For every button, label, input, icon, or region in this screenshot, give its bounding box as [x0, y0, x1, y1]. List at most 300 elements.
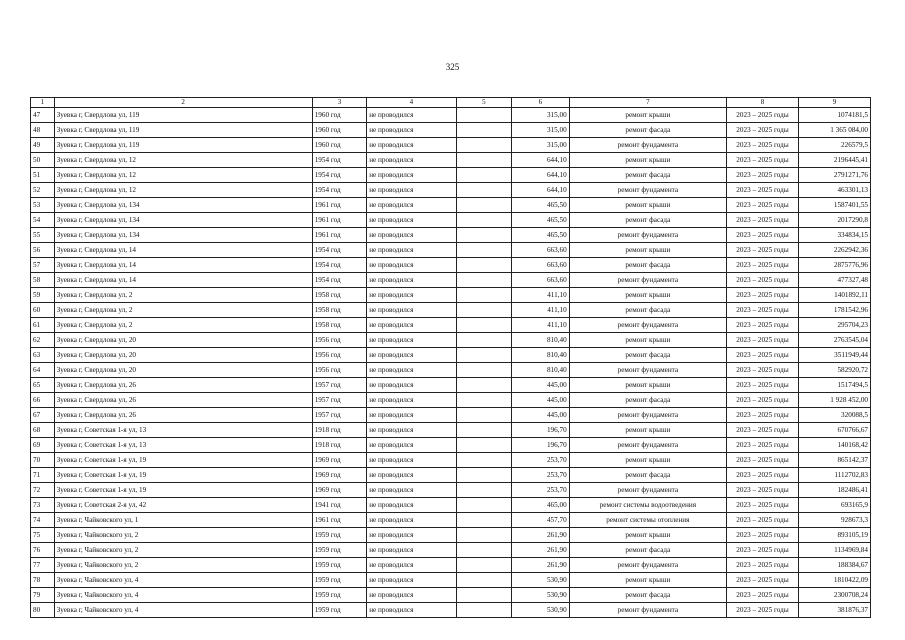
row-number-cell: 79 — [31, 588, 55, 603]
area-cell: 445,00 — [512, 408, 570, 423]
empty-cell — [456, 258, 512, 273]
empty-cell — [456, 288, 512, 303]
last-repair-cell: не проводился — [367, 528, 456, 543]
column-number-row — [31, 98, 871, 108]
area-cell: 465,50 — [512, 198, 570, 213]
year-built-cell: 1961 год — [312, 213, 366, 228]
column-header: 5 — [456, 98, 512, 108]
last-repair-cell: не проводился — [367, 228, 456, 243]
empty-cell — [456, 468, 512, 483]
area-cell: 411,10 — [512, 288, 570, 303]
period-cell: 2023 – 2025 годы — [727, 288, 799, 303]
last-repair-cell: не проводился — [367, 123, 456, 138]
empty-cell — [456, 183, 512, 198]
cost-cell: 2262942,36 — [798, 243, 870, 258]
last-repair-cell: не проводился — [367, 393, 456, 408]
table-row — [31, 528, 871, 543]
table-row — [31, 453, 871, 468]
last-repair-cell: не проводился — [367, 543, 456, 558]
work-type-cell: ремонт крыши — [569, 243, 726, 258]
area-cell: 644,10 — [512, 153, 570, 168]
table-row — [31, 348, 871, 363]
year-built-cell: 1918 год — [312, 438, 366, 453]
address-cell: Зуевка г, Советская 2-я ул, 42 — [54, 498, 312, 513]
table-row — [31, 138, 871, 153]
cost-cell: 334834,15 — [798, 228, 870, 243]
row-number-cell: 71 — [31, 468, 55, 483]
year-built-cell: 1960 год — [312, 123, 366, 138]
year-built-cell: 1954 год — [312, 153, 366, 168]
period-cell: 2023 – 2025 годы — [727, 483, 799, 498]
period-cell: 2023 – 2025 годы — [727, 183, 799, 198]
row-number-cell: 80 — [31, 603, 55, 618]
cost-cell: 2017290,8 — [798, 213, 870, 228]
address-cell: Зуевка г, Советская 1-я ул, 19 — [54, 468, 312, 483]
area-cell: 663,60 — [512, 258, 570, 273]
period-cell: 2023 – 2025 годы — [727, 453, 799, 468]
work-type-cell: ремонт крыши — [569, 453, 726, 468]
work-type-cell: ремонт фундамента — [569, 273, 726, 288]
row-number-cell: 72 — [31, 483, 55, 498]
cost-cell: 670766,67 — [798, 423, 870, 438]
year-built-cell: 1956 год — [312, 363, 366, 378]
period-cell: 2023 – 2025 годы — [727, 543, 799, 558]
work-type-cell: ремонт крыши — [569, 333, 726, 348]
row-number-cell: 70 — [31, 453, 55, 468]
year-built-cell: 1959 год — [312, 558, 366, 573]
period-cell: 2023 – 2025 годы — [727, 408, 799, 423]
table-row — [31, 228, 871, 243]
cost-cell: 1781542,96 — [798, 303, 870, 318]
year-built-cell: 1941 год — [312, 498, 366, 513]
address-cell: Зуевка г, Чайковского ул, 2 — [54, 528, 312, 543]
row-number-cell: 52 — [31, 183, 55, 198]
year-built-cell: 1959 год — [312, 543, 366, 558]
empty-cell — [456, 528, 512, 543]
empty-cell — [456, 108, 512, 123]
cost-cell: 1 928 452,00 — [798, 393, 870, 408]
year-built-cell: 1957 год — [312, 378, 366, 393]
last-repair-cell: не проводился — [367, 108, 456, 123]
row-number-cell: 53 — [31, 198, 55, 213]
last-repair-cell: не проводился — [367, 363, 456, 378]
year-built-cell: 1959 год — [312, 573, 366, 588]
work-type-cell: ремонт крыши — [569, 198, 726, 213]
area-cell: 196,70 — [512, 438, 570, 453]
year-built-cell: 1969 год — [312, 483, 366, 498]
cost-cell: 893105,19 — [798, 528, 870, 543]
column-header: 7 — [569, 98, 726, 108]
last-repair-cell: не проводился — [367, 378, 456, 393]
column-header: 1 — [31, 98, 55, 108]
cost-cell: 865142,37 — [798, 453, 870, 468]
period-cell: 2023 – 2025 годы — [727, 273, 799, 288]
work-type-cell: ремонт фундамента — [569, 438, 726, 453]
year-built-cell: 1961 год — [312, 198, 366, 213]
area-cell: 196,70 — [512, 423, 570, 438]
last-repair-cell: не проводился — [367, 348, 456, 363]
row-number-cell: 48 — [31, 123, 55, 138]
year-built-cell: 1959 год — [312, 603, 366, 618]
table-row — [31, 393, 871, 408]
year-built-cell: 1954 год — [312, 183, 366, 198]
work-type-cell: ремонт фасада — [569, 393, 726, 408]
work-type-cell: ремонт фундамента — [569, 558, 726, 573]
cost-cell: 1810422,09 — [798, 573, 870, 588]
empty-cell — [456, 378, 512, 393]
area-cell: 445,00 — [512, 393, 570, 408]
cost-cell: 1112702,83 — [798, 468, 870, 483]
period-cell: 2023 – 2025 годы — [727, 108, 799, 123]
work-type-cell: ремонт фасада — [569, 213, 726, 228]
cost-cell: 693165,9 — [798, 498, 870, 513]
area-cell: 530,90 — [512, 573, 570, 588]
empty-cell — [456, 498, 512, 513]
table-row — [31, 363, 871, 378]
area-cell: 253,70 — [512, 453, 570, 468]
table-row — [31, 288, 871, 303]
row-number-cell: 77 — [31, 558, 55, 573]
address-cell: Зуевка г, Чайковского ул, 4 — [54, 603, 312, 618]
area-cell: 411,10 — [512, 318, 570, 333]
address-cell: Зуевка г, Чайковского ул, 2 — [54, 543, 312, 558]
table-row — [31, 318, 871, 333]
period-cell: 2023 – 2025 годы — [727, 213, 799, 228]
year-built-cell: 1969 год — [312, 453, 366, 468]
row-number-cell: 65 — [31, 378, 55, 393]
work-type-cell: ремонт фундамента — [569, 228, 726, 243]
cost-cell: 1587401,55 — [798, 198, 870, 213]
table-row — [31, 378, 871, 393]
last-repair-cell: не проводился — [367, 303, 456, 318]
cost-cell: 1401892,11 — [798, 288, 870, 303]
last-repair-cell: не проводился — [367, 318, 456, 333]
cost-cell: 2875776,96 — [798, 258, 870, 273]
empty-cell — [456, 138, 512, 153]
repair-schedule-table — [30, 97, 871, 618]
period-cell: 2023 – 2025 годы — [727, 603, 799, 618]
address-cell: Зуевка г, Свердлова ул, 2 — [54, 318, 312, 333]
empty-cell — [456, 243, 512, 258]
address-cell: Зуевка г, Свердлова ул, 134 — [54, 213, 312, 228]
work-type-cell: ремонт фундамента — [569, 183, 726, 198]
period-cell: 2023 – 2025 годы — [727, 363, 799, 378]
address-cell: Зуевка г, Свердлова ул, 20 — [54, 363, 312, 378]
table-row — [31, 153, 871, 168]
table-row — [31, 108, 871, 123]
area-cell: 411,10 — [512, 303, 570, 318]
address-cell: Зуевка г, Свердлова ул, 12 — [54, 168, 312, 183]
table-row — [31, 438, 871, 453]
last-repair-cell: не проводился — [367, 333, 456, 348]
period-cell: 2023 – 2025 годы — [727, 558, 799, 573]
table-row — [31, 513, 871, 528]
address-cell: Зуевка г, Свердлова ул, 26 — [54, 393, 312, 408]
year-built-cell: 1959 год — [312, 588, 366, 603]
work-type-cell: ремонт фасада — [569, 258, 726, 273]
work-type-cell: ремонт системы отопления — [569, 513, 726, 528]
row-number-cell: 54 — [31, 213, 55, 228]
address-cell: Зуевка г, Чайковского ул, 1 — [54, 513, 312, 528]
area-cell: 457,70 — [512, 513, 570, 528]
cost-cell: 2763545,04 — [798, 333, 870, 348]
table-row — [31, 498, 871, 513]
period-cell: 2023 – 2025 годы — [727, 153, 799, 168]
row-number-cell: 67 — [31, 408, 55, 423]
empty-cell — [456, 408, 512, 423]
last-repair-cell: не проводился — [367, 483, 456, 498]
empty-cell — [456, 153, 512, 168]
address-cell: Зуевка г, Свердлова ул, 12 — [54, 153, 312, 168]
work-type-cell: ремонт фундамента — [569, 363, 726, 378]
address-cell: Зуевка г, Свердлова ул, 12 — [54, 183, 312, 198]
period-cell: 2023 – 2025 годы — [727, 333, 799, 348]
empty-cell — [456, 558, 512, 573]
row-number-cell: 58 — [31, 273, 55, 288]
table-row — [31, 408, 871, 423]
last-repair-cell: не проводился — [367, 288, 456, 303]
row-number-cell: 57 — [31, 258, 55, 273]
row-number-cell: 47 — [31, 108, 55, 123]
table-row — [31, 213, 871, 228]
row-number-cell: 75 — [31, 528, 55, 543]
address-cell: Зуевка г, Свердлова ул, 134 — [54, 198, 312, 213]
area-cell: 530,90 — [512, 603, 570, 618]
row-number-cell: 63 — [31, 348, 55, 363]
table-row — [31, 603, 871, 618]
empty-cell — [456, 588, 512, 603]
cost-cell: 381876,37 — [798, 603, 870, 618]
work-type-cell: ремонт фасада — [569, 588, 726, 603]
work-type-cell: ремонт крыши — [569, 108, 726, 123]
period-cell: 2023 – 2025 годы — [727, 318, 799, 333]
work-type-cell: ремонт фундамента — [569, 138, 726, 153]
year-built-cell: 1959 год — [312, 528, 366, 543]
row-number-cell: 73 — [31, 498, 55, 513]
last-repair-cell: не проводился — [367, 273, 456, 288]
area-cell: 644,10 — [512, 168, 570, 183]
year-built-cell: 1969 год — [312, 468, 366, 483]
row-number-cell: 76 — [31, 543, 55, 558]
column-header: 8 — [727, 98, 799, 108]
work-type-cell: ремонт фасада — [569, 168, 726, 183]
work-type-cell: ремонт фасада — [569, 123, 726, 138]
row-number-cell: 55 — [31, 228, 55, 243]
last-repair-cell: не проводился — [367, 213, 456, 228]
area-cell: 663,60 — [512, 273, 570, 288]
year-built-cell: 1958 год — [312, 288, 366, 303]
address-cell: Зуевка г, Советская 1-я ул, 19 — [54, 483, 312, 498]
address-cell: Зуевка г, Свердлова ул, 2 — [54, 288, 312, 303]
work-type-cell: ремонт фундамента — [569, 408, 726, 423]
row-number-cell: 69 — [31, 438, 55, 453]
work-type-cell: ремонт фундамента — [569, 483, 726, 498]
work-type-cell: ремонт фасада — [569, 543, 726, 558]
empty-cell — [456, 423, 512, 438]
cost-cell: 182486,41 — [798, 483, 870, 498]
table-row — [31, 198, 871, 213]
empty-cell — [456, 453, 512, 468]
column-header: 9 — [798, 98, 870, 108]
year-built-cell: 1958 год — [312, 303, 366, 318]
work-type-cell: ремонт крыши — [569, 153, 726, 168]
address-cell: Зуевка г, Свердлова ул, 134 — [54, 228, 312, 243]
year-built-cell: 1954 год — [312, 258, 366, 273]
cost-cell: 582920,72 — [798, 363, 870, 378]
year-built-cell: 1960 год — [312, 108, 366, 123]
area-cell: 445,00 — [512, 378, 570, 393]
table-row — [31, 273, 871, 288]
empty-cell — [456, 318, 512, 333]
year-built-cell: 1958 год — [312, 318, 366, 333]
year-built-cell: 1954 год — [312, 273, 366, 288]
period-cell: 2023 – 2025 годы — [727, 588, 799, 603]
cost-cell: 1074181,5 — [798, 108, 870, 123]
cost-cell: 320088,5 — [798, 408, 870, 423]
row-number-cell: 78 — [31, 573, 55, 588]
address-cell: Зуевка г, Свердлова ул, 119 — [54, 123, 312, 138]
empty-cell — [456, 213, 512, 228]
area-cell: 530,90 — [512, 588, 570, 603]
empty-cell — [456, 543, 512, 558]
period-cell: 2023 – 2025 годы — [727, 258, 799, 273]
address-cell: Зуевка г, Свердлова ул, 119 — [54, 108, 312, 123]
table-row — [31, 423, 871, 438]
row-number-cell: 74 — [31, 513, 55, 528]
table-row — [31, 183, 871, 198]
last-repair-cell: не проводился — [367, 513, 456, 528]
period-cell: 2023 – 2025 годы — [727, 243, 799, 258]
row-number-cell: 49 — [31, 138, 55, 153]
area-cell: 465,00 — [512, 498, 570, 513]
column-header: 3 — [312, 98, 366, 108]
address-cell: Зуевка г, Свердлова ул, 14 — [54, 273, 312, 288]
table-row — [31, 573, 871, 588]
area-cell: 261,90 — [512, 528, 570, 543]
column-header: 2 — [54, 98, 312, 108]
last-repair-cell: не проводился — [367, 243, 456, 258]
last-repair-cell: не проводился — [367, 453, 456, 468]
empty-cell — [456, 123, 512, 138]
address-cell: Зуевка г, Свердлова ул, 2 — [54, 303, 312, 318]
area-cell: 315,00 — [512, 108, 570, 123]
period-cell: 2023 – 2025 годы — [727, 303, 799, 318]
last-repair-cell: не проводился — [367, 168, 456, 183]
row-number-cell: 51 — [31, 168, 55, 183]
period-cell: 2023 – 2025 годы — [727, 513, 799, 528]
period-cell: 2023 – 2025 годы — [727, 198, 799, 213]
year-built-cell: 1918 год — [312, 423, 366, 438]
cost-cell: 2791271,76 — [798, 168, 870, 183]
table-row — [31, 123, 871, 138]
empty-cell — [456, 348, 512, 363]
period-cell: 2023 – 2025 годы — [727, 438, 799, 453]
page-number: 325 — [445, 62, 460, 72]
year-built-cell: 1961 год — [312, 228, 366, 243]
cost-cell: 1517494,5 — [798, 378, 870, 393]
area-cell: 644,10 — [512, 183, 570, 198]
last-repair-cell: не проводился — [367, 438, 456, 453]
last-repair-cell: не проводился — [367, 588, 456, 603]
row-number-cell: 59 — [31, 288, 55, 303]
column-header: 6 — [512, 98, 570, 108]
empty-cell — [456, 198, 512, 213]
address-cell: Зуевка г, Чайковского ул, 4 — [54, 573, 312, 588]
table-row — [31, 543, 871, 558]
last-repair-cell: не проводился — [367, 603, 456, 618]
column-header: 4 — [367, 98, 456, 108]
table-body — [31, 108, 871, 618]
area-cell: 253,70 — [512, 483, 570, 498]
last-repair-cell: не проводился — [367, 558, 456, 573]
last-repair-cell: не проводился — [367, 498, 456, 513]
year-built-cell: 1954 год — [312, 168, 366, 183]
address-cell: Зуевка г, Свердлова ул, 14 — [54, 258, 312, 273]
table-row — [31, 483, 871, 498]
work-type-cell: ремонт крыши — [569, 573, 726, 588]
work-type-cell: ремонт фасада — [569, 348, 726, 363]
cost-cell: 2196445,41 — [798, 153, 870, 168]
last-repair-cell: не проводился — [367, 198, 456, 213]
row-number-cell: 50 — [31, 153, 55, 168]
cost-cell: 477327,48 — [798, 273, 870, 288]
area-cell: 261,90 — [512, 543, 570, 558]
row-number-cell: 60 — [31, 303, 55, 318]
year-built-cell: 1960 год — [312, 138, 366, 153]
address-cell: Зуевка г, Свердлова ул, 14 — [54, 243, 312, 258]
area-cell: 315,00 — [512, 123, 570, 138]
table-row — [31, 303, 871, 318]
cost-cell: 226579,5 — [798, 138, 870, 153]
empty-cell — [456, 273, 512, 288]
period-cell: 2023 – 2025 годы — [727, 498, 799, 513]
work-type-cell: ремонт фундамента — [569, 603, 726, 618]
work-type-cell: ремонт фасада — [569, 468, 726, 483]
area-cell: 663,60 — [512, 243, 570, 258]
cost-cell: 188384,67 — [798, 558, 870, 573]
period-cell: 2023 – 2025 годы — [727, 423, 799, 438]
cost-cell: 1134969,84 — [798, 543, 870, 558]
year-built-cell: 1954 год — [312, 243, 366, 258]
address-cell: Зуевка г, Свердлова ул, 20 — [54, 333, 312, 348]
row-number-cell: 62 — [31, 333, 55, 348]
table-row — [31, 468, 871, 483]
area-cell: 261,90 — [512, 558, 570, 573]
address-cell: Зуевка г, Свердлова ул, 119 — [54, 138, 312, 153]
period-cell: 2023 – 2025 годы — [727, 378, 799, 393]
empty-cell — [456, 333, 512, 348]
empty-cell — [456, 363, 512, 378]
area-cell: 465,50 — [512, 213, 570, 228]
year-built-cell: 1956 год — [312, 333, 366, 348]
empty-cell — [456, 483, 512, 498]
cost-cell: 928673,3 — [798, 513, 870, 528]
work-type-cell: ремонт крыши — [569, 423, 726, 438]
table-row — [31, 588, 871, 603]
work-type-cell: ремонт крыши — [569, 288, 726, 303]
address-cell: Зуевка г, Свердлова ул, 26 — [54, 408, 312, 423]
year-built-cell: 1957 год — [312, 408, 366, 423]
row-number-cell: 68 — [31, 423, 55, 438]
table-row — [31, 168, 871, 183]
period-cell: 2023 – 2025 годы — [727, 468, 799, 483]
cost-cell: 2300708,24 — [798, 588, 870, 603]
row-number-cell: 66 — [31, 393, 55, 408]
empty-cell — [456, 438, 512, 453]
period-cell: 2023 – 2025 годы — [727, 138, 799, 153]
period-cell: 2023 – 2025 годы — [727, 393, 799, 408]
area-cell: 253,70 — [512, 468, 570, 483]
